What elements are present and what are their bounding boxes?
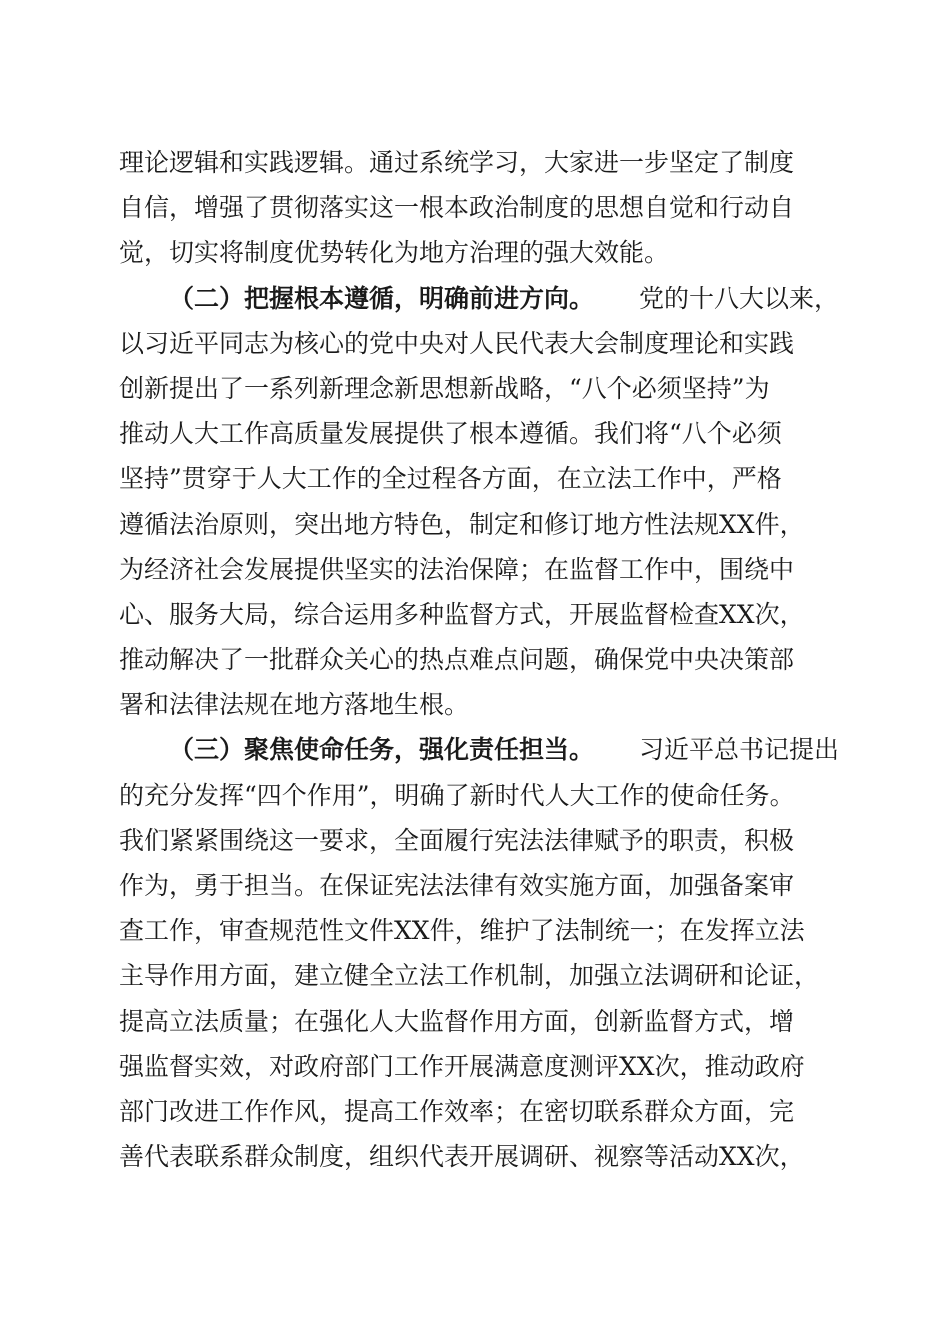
text-line: 为经济社会发展提供坚实的法治保障；在监督工作中，围绕中	[119, 554, 795, 584]
text-line: 部门改进工作作风，提高工作效率；在密切联系群众方面，完	[119, 1096, 795, 1126]
section-heading: （三）聚焦使命任务，强化责任担当。	[169, 735, 595, 765]
text-line: 自信，增强了贯彻落实这一根本政治制度的思想自觉和行动自	[119, 193, 795, 223]
text-line: 创新提出了一系列新理念新思想新战略，“八个必须坚持”为	[119, 373, 770, 403]
text-line: 以习近平同志为核心的党中央对人民代表大会制度理论和实践	[119, 328, 795, 358]
text-line: 查工作，审查规范性文件XX件，维护了法制统一；在发挥立法	[119, 916, 805, 946]
text-line: 我们紧紧围绕这一要求，全面履行宪法法律赋予的职责，积极	[119, 825, 795, 855]
text-line: 心、服务大局，综合运用多种监督方式，开展监督检查XX次，	[119, 599, 805, 629]
text-line: 作为，勇于担当。在保证宪法法律有效实施方面，加强备案审	[119, 871, 795, 900]
text-line: 遵循法治原则，突出地方特色，制定和修订地方性法规XX件，	[119, 509, 805, 539]
text-line: 觉，切实将制度优势转化为地方治理的强大效能。	[119, 238, 670, 268]
text-line: 强监督实效，对政府部门工作开展满意度测评XX次，推动政府	[119, 1051, 805, 1081]
paragraph-heading-line: （三）聚焦使命任务，强化责任担当。 习近平总书记提出	[119, 727, 839, 772]
text-line: 善代表联系群众制度，组织代表开展调研、视察等活动XX次，	[119, 1142, 805, 1172]
text-line: 推动解决了一批群众关心的热点难点问题，确保党中央决策部	[119, 645, 795, 675]
text-line: 推动人大工作高质量发展提供了根本遵循。我们将“八个必须	[119, 419, 782, 449]
paragraph-heading-line: （二）把握根本遵循，明确前进方向。 党的十八大以来，	[119, 276, 839, 321]
text-line: 署和法律法规在地方落地生根。	[119, 690, 470, 720]
text-line: 主导作用方面，建立健全立法工作机制，加强立法调研和论证，	[119, 961, 820, 991]
text-line: 理论逻辑和实践逻辑。通过系统学习，大家进一步坚定了制度	[119, 148, 795, 177]
section-heading: （二）把握根本遵循，明确前进方向。	[169, 283, 595, 313]
text-line: 的充分发挥“四个作用”，明确了新时代人大工作的使命任务。	[119, 780, 795, 810]
text-line: 提高立法质量；在强化人大监督作用方面，创新监督方式，增	[119, 1006, 795, 1036]
text-line: 坚持”贯穿于人大工作的全过程各方面，在立法工作中，严格	[119, 464, 782, 494]
document-body	[119, 140, 839, 1179]
